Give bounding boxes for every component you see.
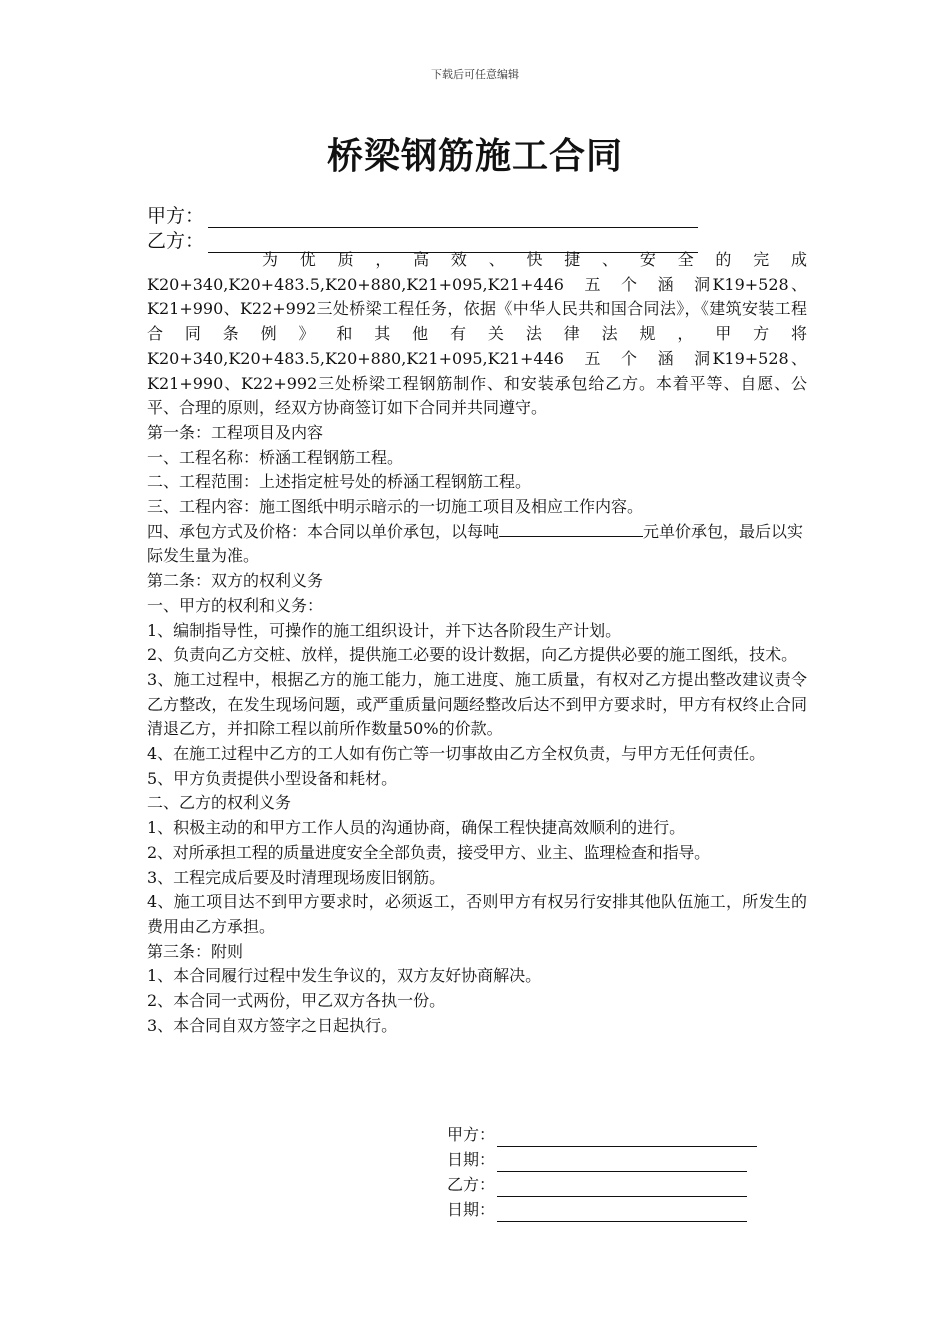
party-a-label: 甲方： bbox=[147, 205, 205, 227]
signature-party-a-label: 甲方： bbox=[447, 1125, 496, 1144]
signature-party-b-blank bbox=[497, 1179, 747, 1197]
signature-party-a-blank bbox=[497, 1129, 757, 1147]
unit-price-blank bbox=[499, 522, 643, 537]
signature-date-a-blank bbox=[497, 1154, 747, 1172]
article-2-b-item-2: 2、对所承担工程的质量进度安全全部负责，接受甲方、业主、监理检查和指导。 bbox=[147, 842, 710, 862]
signature-date-a-label: 日期： bbox=[447, 1150, 496, 1169]
article-2-b-item-3: 3、工程完成后要及时清理现场废旧钢筋。 bbox=[147, 867, 446, 887]
signature-date-b bbox=[447, 1197, 757, 1222]
intro-paragraph: 为优质，高效、快捷、安全的完成K20+340,K20+483.5,K20+880,K21+095,K21+446 五 个 涵 洞K19+528、K21+990、K22+992三处桥梁工程任务，依据《中华人民共和国合同法》，《建筑安装工程合同条例》和其他有关法律法规，甲方将K20+340,K20+483.5,K20+880,K21+095,K21+446 五 个 涵 洞K19+528、K21+990、K22+992三处桥梁工程钢筋制作、和安装承包给乙方。本着平等、自愿、公平、合理的原则，经双方协商签订如下合同并共同遵守。 bbox=[147, 250, 807, 418]
article-2-a-item-2: 2、负责向乙方交桩、放样，提供施工必要的设计数据，向乙方提供必要的施工图纸，技术。 bbox=[147, 645, 798, 665]
party-a-line bbox=[147, 201, 698, 228]
article-1-item-3: 三、工程内容：施工图纸中明示暗示的一切施工项目及相应工作内容。 bbox=[147, 497, 644, 517]
article-3-item-3: 3、本合同自双方签字之日起执行。 bbox=[147, 1015, 398, 1035]
article-2-title: 第二条：双方的权利义务 bbox=[147, 571, 324, 591]
signature-date-a bbox=[447, 1147, 757, 1172]
article-2-a-item-1: 1、编制指导性，可操作的施工组织设计，并下达各阶段生产计划。 bbox=[147, 620, 622, 640]
article-1-item-4 bbox=[147, 520, 807, 569]
article-1-item-4-b: 元单价承包，最后以实际发生量为准。 bbox=[147, 521, 804, 566]
article-1-item-1: 一、工程名称：桥涵工程钢筋工程。 bbox=[147, 447, 404, 467]
article-1-item-4-a: 四、承包方式及价格：本合同以单价承包，以每吨 bbox=[147, 521, 500, 541]
signature-party-b-label: 乙方： bbox=[447, 1175, 496, 1194]
signature-date-b-label: 日期： bbox=[447, 1200, 496, 1219]
article-1-item-2: 二、工程范围：上述指定桩号处的桥涵工程钢筋工程。 bbox=[147, 472, 532, 492]
contract-body bbox=[147, 248, 807, 1039]
document-title: 桥梁钢筋施工合同 bbox=[326, 135, 623, 177]
article-3-item-2: 2、本合同一式两份，甲乙双方各执一份。 bbox=[147, 991, 446, 1011]
article-2-a-item-5: 5、甲方负责提供小型设备和耗材。 bbox=[147, 768, 398, 788]
article-2-a-title: 一、甲方的权利和义务： bbox=[147, 595, 324, 615]
party-b-label: 乙方： bbox=[147, 230, 205, 252]
article-2-b-item-1: 1、积极主动的和甲方工作人员的沟通协商，确保工程快捷高效顺利的进行。 bbox=[147, 818, 686, 838]
signature-block bbox=[447, 1122, 757, 1222]
signature-date-b-blank bbox=[497, 1204, 747, 1222]
article-2-b-title: 二、乙方的权利义务 bbox=[147, 793, 292, 813]
article-2-a-item-3: 3、施工过程中，根据乙方的施工能力，施工进度、施工质量，有权对乙方提出整改建议责令乙方整改，在发生现场问题，或严重质量问题经整改后达不到甲方要求时，甲方有权终止合同清退乙方，并扣除工程以前所作数量50%的价款。 bbox=[147, 669, 807, 739]
article-2-b-item-4: 4、施工项目达不到甲方要求时，必须返工，否则甲方有权另行安排其他队伍施工，所发生的费用由乙方承担。 bbox=[147, 892, 807, 936]
article-3-title: 第三条：附则 bbox=[147, 941, 244, 961]
header-note: 下载后可任意编辑 bbox=[431, 68, 519, 81]
article-1-title: 第一条：工程项目及内容 bbox=[147, 422, 324, 442]
article-3-item-1: 1、本合同履行过程中发生争议的，双方友好协商解决。 bbox=[147, 966, 542, 986]
article-2-a-item-4: 4、在施工过程中乙方的工人如有伤亡等一切事故由乙方全权负责，与甲方无任何责任。 bbox=[147, 744, 766, 764]
signature-party-a bbox=[447, 1122, 757, 1147]
signature-party-b bbox=[447, 1172, 757, 1197]
